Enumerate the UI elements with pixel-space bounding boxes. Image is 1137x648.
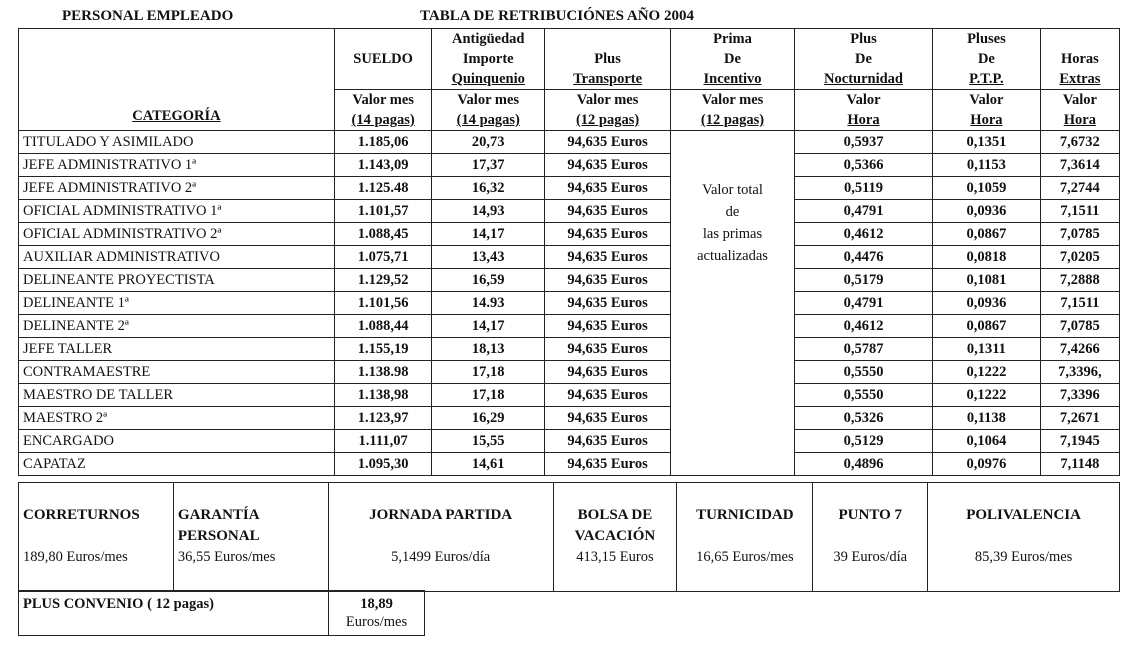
extra-item	[813, 483, 928, 592]
extra-label-line: JORNADA PARTIDA	[369, 507, 513, 523]
category-cell: JEFE ADMINISTRATIVO 1ª	[19, 154, 335, 177]
category-cell: DELINEANTE PROYECTISTA	[19, 269, 335, 292]
category-cell: AUXILIAR ADMINISTRATIVO	[19, 246, 335, 269]
table-row	[19, 384, 1120, 407]
col-title-line: Extras	[1059, 71, 1101, 87]
doc-header-title: TABLA DE RETRIBUCIÓNES AÑO 2004	[420, 8, 694, 24]
table-row	[19, 154, 1120, 177]
transporte-cell: 94,635 Euros	[545, 361, 671, 384]
sueldo-cell: 1.123,97	[334, 407, 432, 430]
extras-row	[19, 483, 1120, 592]
col-unit	[334, 90, 432, 131]
category-cell: JEFE TALLER	[19, 338, 335, 361]
nocturnidad-cell: 0,5787	[794, 338, 932, 361]
extras-cell: 7,1511	[1040, 292, 1119, 315]
col-title-line: Transporte	[573, 71, 643, 87]
transporte-cell: 94,635 Euros	[545, 177, 671, 200]
plus-convenio-value	[329, 591, 425, 636]
extras-cell: 7,2744	[1040, 177, 1119, 200]
table-row	[19, 430, 1120, 453]
sueldo-cell: 1.129,52	[334, 269, 432, 292]
col-title-transporte	[545, 29, 671, 90]
table-row	[19, 361, 1120, 384]
extras-cell: 7,3396	[1040, 384, 1119, 407]
nocturnidad-cell: 0,4791	[794, 292, 932, 315]
table-body	[19, 131, 1120, 476]
col-title-line: Antigüedad	[451, 31, 525, 47]
transporte-cell: 94,635 Euros	[545, 453, 671, 476]
sueldo-cell: 1.138,98	[334, 384, 432, 407]
extra-item	[677, 483, 813, 592]
extra-label-line: PUNTO 7	[838, 507, 902, 523]
col-title-line: Quinquenio	[451, 71, 525, 87]
extra-item	[19, 483, 174, 592]
col-title-prima	[671, 29, 795, 90]
extra-item-value: 39 Euros/día	[833, 549, 908, 565]
table-row	[19, 223, 1120, 246]
ptp-cell: 0,1059	[933, 177, 1041, 200]
antiguedad-cell: 13,43	[432, 246, 545, 269]
col-title-line: Incentivo	[703, 71, 762, 87]
extra-label-line: POLIVALENCIA	[966, 507, 1081, 523]
category-cell: DELINEANTE 2ª	[19, 315, 335, 338]
table-row	[19, 315, 1120, 338]
extras-cell: 7,1945	[1040, 430, 1119, 453]
sueldo-cell: 1.101,56	[334, 292, 432, 315]
extra-item-label	[817, 505, 923, 547]
plus-convenio-label: PLUS CONVENIO ( 12 pagas)	[19, 591, 329, 636]
extra-item	[328, 483, 553, 592]
extras-table	[18, 482, 1120, 592]
category-cell: CAPATAZ	[19, 453, 335, 476]
prima-note-line: Valor total	[702, 182, 763, 198]
col-title-ptp	[933, 29, 1041, 90]
nocturnidad-cell: 0,4791	[794, 200, 932, 223]
extra-label-line: VACACIÓN	[574, 528, 656, 544]
table-row	[19, 292, 1120, 315]
col-unit	[933, 90, 1041, 131]
antiguedad-cell: 14,17	[432, 315, 545, 338]
col-title-line: De	[855, 51, 872, 67]
extra-item-label	[932, 505, 1115, 547]
antiguedad-cell: 14,61	[432, 453, 545, 476]
extra-item	[553, 483, 677, 592]
category-cell: MAESTRO 2ª	[19, 407, 335, 430]
antiguedad-cell: 14,17	[432, 223, 545, 246]
antiguedad-cell: 14,93	[432, 200, 545, 223]
col-title-line: Horas	[1060, 51, 1099, 67]
sueldo-cell: 1.101,57	[334, 200, 432, 223]
col-title-line: Plus	[594, 51, 621, 67]
table-row	[19, 177, 1120, 200]
col-unit-line: Hora	[970, 112, 1003, 128]
antiguedad-cell: 16,59	[432, 269, 545, 292]
sueldo-cell: 1.095,30	[334, 453, 432, 476]
extras-cell: 7,0785	[1040, 315, 1119, 338]
col-unit	[794, 90, 932, 131]
ptp-cell: 0,1153	[933, 154, 1041, 177]
table-row	[19, 246, 1120, 269]
extra-label-line: PERSONAL	[177, 528, 260, 544]
transporte-cell: 94,635 Euros	[545, 315, 671, 338]
nocturnidad-cell: 0,4896	[794, 453, 932, 476]
col-unit-line: Hora	[847, 112, 880, 128]
ptp-cell: 0,0936	[933, 200, 1041, 223]
transporte-cell: 94,635 Euros	[545, 131, 671, 154]
table-row	[19, 269, 1120, 292]
sueldo-cell: 1.125.48	[334, 177, 432, 200]
table-row	[19, 131, 1120, 154]
col-unit-line: Valor	[846, 92, 881, 108]
nocturnidad-cell: 0,5366	[794, 154, 932, 177]
extra-item-label	[178, 505, 324, 547]
col-unit-line: (12 pagas)	[700, 112, 765, 128]
extra-label-line: BOLSA DE	[577, 507, 653, 523]
nocturnidad-cell: 0,5129	[794, 430, 932, 453]
col-unit-line: (12 pagas)	[575, 112, 640, 128]
doc-header-left: PERSONAL EMPLEADO	[62, 8, 234, 24]
nocturnidad-cell: 0,4612	[794, 223, 932, 246]
extra-item-label	[333, 505, 549, 547]
extra-label-line: GARANTÍA	[177, 507, 260, 523]
col-unit-line: Valor mes	[576, 92, 639, 108]
extras-cell: 7,3614	[1040, 154, 1119, 177]
col-title-line: P.T.P.	[969, 71, 1004, 87]
category-cell: OFICIAL ADMINISTRATIVO 2ª	[19, 223, 335, 246]
ptp-cell: 0,1351	[933, 131, 1041, 154]
nocturnidad-cell: 0,5550	[794, 384, 932, 407]
extra-item-value: 5,1499 Euros/día	[391, 549, 491, 565]
ptp-cell: 0,1222	[933, 361, 1041, 384]
transporte-cell: 94,635 Euros	[545, 269, 671, 292]
col-unit	[1040, 90, 1119, 131]
category-cell: TITULADO Y ASIMILADO	[19, 131, 335, 154]
col-unit-line: (14 pagas)	[456, 112, 520, 128]
nocturnidad-cell: 0,5179	[794, 269, 932, 292]
col-title-line: De	[724, 51, 741, 67]
extras-cell: 7,3396,	[1040, 361, 1119, 384]
col-title-antiguedad	[432, 29, 545, 90]
header-row-titles	[19, 29, 1120, 90]
ptp-cell: 0,0867	[933, 223, 1041, 246]
extras-cell: 7,0205	[1040, 246, 1119, 269]
ptp-cell: 0,1064	[933, 430, 1041, 453]
category-cell: MAESTRO DE TALLER	[19, 384, 335, 407]
col-unit	[671, 90, 795, 131]
antiguedad-cell: 16,32	[432, 177, 545, 200]
extra-label-line: CORRETURNOS	[23, 507, 140, 523]
transporte-cell: 94,635 Euros	[545, 384, 671, 407]
antiguedad-cell: 16,29	[432, 407, 545, 430]
extra-item-value: 189,80 Euros/mes	[23, 549, 128, 565]
extra-item-value: 413,15 Euros	[576, 549, 654, 565]
extra-item-label	[681, 505, 808, 547]
transporte-cell: 94,635 Euros	[545, 200, 671, 223]
sueldo-cell: 1.075,71	[334, 246, 432, 269]
extra-item-label	[23, 505, 169, 547]
extra-item-value: 85,39 Euros/mes	[974, 549, 1073, 565]
category-cell: CONTRAMAESTRE	[19, 361, 335, 384]
nocturnidad-cell: 0,5937	[794, 131, 932, 154]
col-unit-line: Valor mes	[457, 92, 520, 108]
prima-incentivo-cell	[671, 131, 795, 476]
sueldo-cell: 1.138.98	[334, 361, 432, 384]
prima-note-line: las primas	[702, 226, 763, 242]
col-unit-line: Valor mes	[701, 92, 764, 108]
sueldo-cell: 1.155,19	[334, 338, 432, 361]
col-unit-line: Valor	[969, 92, 1004, 108]
extra-item-value: 16,65 Euros/mes	[696, 549, 794, 565]
transporte-cell: 94,635 Euros	[545, 338, 671, 361]
plus-convenio-table	[18, 590, 425, 636]
table-row	[19, 200, 1120, 223]
category-header-text: CATEGORÍA	[132, 108, 221, 124]
extras-cell: 7,2671	[1040, 407, 1119, 430]
col-unit-line: Valor mes	[352, 92, 414, 108]
col-title-line: De	[977, 51, 995, 67]
sueldo-cell: 1.088,45	[334, 223, 432, 246]
col-unit	[545, 90, 671, 131]
extra-label-line: TURNICIDAD	[696, 507, 794, 523]
plus-convenio-amount: 18,89	[360, 596, 393, 612]
col-title-line: SUELDO	[353, 51, 413, 67]
antiguedad-cell: 17,18	[432, 361, 545, 384]
plus-convenio-unit: Euros/mes	[345, 614, 408, 630]
table-row	[19, 407, 1120, 430]
transporte-cell: 94,635 Euros	[545, 154, 671, 177]
category-header	[19, 29, 335, 131]
transporte-cell: 94,635 Euros	[545, 292, 671, 315]
nocturnidad-cell: 0,4476	[794, 246, 932, 269]
table-row	[19, 453, 1120, 476]
category-cell: OFICIAL ADMINISTRATIVO 1ª	[19, 200, 335, 223]
transporte-cell: 94,635 Euros	[545, 246, 671, 269]
transporte-cell: 94,635 Euros	[545, 407, 671, 430]
extras-cell: 7,6732	[1040, 131, 1119, 154]
extras-cell: 7,2888	[1040, 269, 1119, 292]
col-title-line: Pluses	[967, 31, 1006, 47]
antiguedad-cell: 14.93	[432, 292, 545, 315]
ptp-cell: 0,0867	[933, 315, 1041, 338]
antiguedad-cell: 18,13	[432, 338, 545, 361]
antiguedad-cell: 20,73	[432, 131, 545, 154]
category-cell: ENCARGADO	[19, 430, 335, 453]
antiguedad-cell: 17,18	[432, 384, 545, 407]
col-title-nocturnidad	[794, 29, 932, 90]
transporte-cell: 94,635 Euros	[545, 430, 671, 453]
ptp-cell: 0,0936	[933, 292, 1041, 315]
ptp-cell: 0,1081	[933, 269, 1041, 292]
sueldo-cell: 1.143,09	[334, 154, 432, 177]
sueldo-cell: 1.185,06	[334, 131, 432, 154]
prima-note-line: actualizadas	[697, 248, 768, 264]
nocturnidad-cell: 0,5550	[794, 361, 932, 384]
extras-cell: 7,1511	[1040, 200, 1119, 223]
extras-cell: 7,4266	[1040, 338, 1119, 361]
ptp-cell: 0,0818	[933, 246, 1041, 269]
ptp-cell: 0,0976	[933, 453, 1041, 476]
category-cell: JEFE ADMINISTRATIVO 2ª	[19, 177, 335, 200]
extras-cell: 7,0785	[1040, 223, 1119, 246]
extras-cell: 7,1148	[1040, 453, 1119, 476]
nocturnidad-cell: 0,4612	[794, 315, 932, 338]
col-title-line: Plus	[850, 31, 877, 47]
col-title-extras	[1040, 29, 1119, 90]
col-title-sueldo	[334, 29, 432, 90]
salary-table	[18, 28, 1120, 476]
table-row	[19, 338, 1120, 361]
extra-item	[928, 483, 1120, 592]
col-unit-line: (14 pagas)	[351, 112, 415, 128]
ptp-cell: 0,1311	[933, 338, 1041, 361]
sueldo-cell: 1.088,44	[334, 315, 432, 338]
extra-item	[173, 483, 328, 592]
antiguedad-cell: 17,37	[432, 154, 545, 177]
col-unit-line: Hora	[1063, 112, 1096, 128]
col-title-line: Nocturnidad	[824, 71, 903, 87]
col-title-line: Prima	[713, 31, 752, 47]
ptp-cell: 0,1138	[933, 407, 1041, 430]
nocturnidad-cell: 0,5326	[794, 407, 932, 430]
sueldo-cell: 1.111,07	[334, 430, 432, 453]
nocturnidad-cell: 0,5119	[794, 177, 932, 200]
prima-note-line: de	[725, 204, 740, 220]
extra-item-label	[558, 505, 673, 547]
col-unit	[432, 90, 545, 131]
col-title-line: Importe	[462, 51, 514, 67]
antiguedad-cell: 15,55	[432, 430, 545, 453]
extra-item-value: 36,55 Euros/mes	[177, 549, 276, 565]
transporte-cell: 94,635 Euros	[545, 223, 671, 246]
ptp-cell: 0,1222	[933, 384, 1041, 407]
col-unit-line: Valor	[1062, 92, 1097, 108]
category-cell: DELINEANTE 1ª	[19, 292, 335, 315]
